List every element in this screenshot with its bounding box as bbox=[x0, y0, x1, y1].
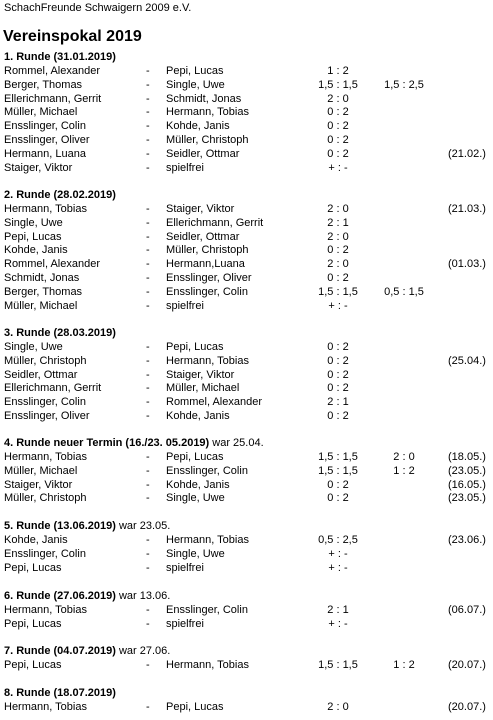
game-row bbox=[0, 231, 493, 245]
player-two: Staiger, Viktor bbox=[166, 203, 235, 215]
separator-dash: - bbox=[146, 451, 150, 463]
player-one: Ensslinger, Colin bbox=[4, 547, 86, 560]
player-one: Ellerichmann, Gerrit bbox=[4, 92, 102, 105]
round-heading-label: 1. Runde (31.01.2019) bbox=[4, 51, 116, 63]
separator-dash: - bbox=[146, 203, 150, 215]
round-note: war 25.04. bbox=[212, 437, 264, 449]
separator-dash: - bbox=[146, 120, 150, 133]
round-heading-label: 8. Runde (18.07.2019) bbox=[4, 687, 116, 699]
separator-dash: - bbox=[146, 547, 150, 560]
round-heading-label: 2. Runde (28.02.2019) bbox=[4, 189, 116, 201]
game-row bbox=[0, 451, 493, 465]
score: 2 : 1 bbox=[327, 604, 349, 616]
round-heading-label: 6. Runde (27.06.2019) bbox=[4, 590, 116, 602]
round-note: war 27.06. bbox=[118, 645, 171, 657]
player-one: Müller, Michael bbox=[4, 106, 78, 119]
player-one: Ensslinger, Colin bbox=[4, 396, 86, 409]
game-row bbox=[0, 534, 493, 548]
player-one: Müller, Christoph bbox=[4, 492, 87, 505]
player-two: Pepi, Lucas bbox=[166, 701, 224, 713]
player-two: Kohde, Janis bbox=[166, 478, 230, 491]
club-name: SchachFreunde Schwaigern 2009 e.V. bbox=[4, 2, 192, 14]
score: 1,5 : 1,5 bbox=[318, 451, 358, 463]
player-two: Single, Uwe bbox=[166, 78, 225, 91]
separator-dash: - bbox=[146, 244, 150, 257]
player-one: Hermann, Tobias bbox=[4, 604, 87, 616]
played-date: (01.03.) bbox=[448, 258, 486, 271]
separator-dash: - bbox=[146, 299, 150, 312]
score: 0 : 2 bbox=[327, 478, 349, 491]
round-heading bbox=[4, 520, 170, 533]
score: 1,5 : 1,5 bbox=[318, 285, 358, 298]
game-row bbox=[0, 479, 493, 493]
round-heading bbox=[4, 51, 116, 64]
game-row bbox=[0, 244, 493, 258]
player-two: Ellerichmann, Gerrit bbox=[166, 216, 264, 229]
played-date: (20.07.) bbox=[448, 701, 486, 713]
played-date: (06.07.) bbox=[448, 604, 486, 616]
separator-dash: - bbox=[146, 701, 150, 713]
score: 0 : 2 bbox=[327, 492, 349, 505]
game-row bbox=[0, 65, 493, 79]
score: 0 : 2 bbox=[327, 341, 349, 353]
separator-dash: - bbox=[146, 147, 150, 160]
separator-dash: - bbox=[146, 659, 150, 671]
round-note: war 23.05. bbox=[118, 520, 171, 532]
separator-dash: - bbox=[146, 492, 150, 505]
score: 1,5 : 1,5 bbox=[318, 78, 358, 91]
player-one: Müller, Michael bbox=[4, 464, 78, 477]
player-two: Ensslinger, Colin bbox=[166, 604, 248, 616]
round-heading-label: 5. Runde (13.06.2019) bbox=[4, 520, 116, 532]
played-date: (16.05.) bbox=[448, 478, 486, 491]
tiebreak-score: 1,5 : 2,5 bbox=[384, 78, 424, 91]
separator-dash: - bbox=[146, 617, 150, 630]
separator-dash: - bbox=[146, 410, 150, 422]
player-one: Hermann, Tobias bbox=[4, 451, 87, 463]
page-title: Vereinspokal 2019 bbox=[3, 28, 142, 45]
score: 0 : 2 bbox=[327, 134, 349, 146]
score: 0 : 2 bbox=[327, 368, 349, 381]
player-one: Hermann, Luana bbox=[4, 147, 86, 160]
played-date: (25.04.) bbox=[448, 354, 486, 367]
player-one: Ensslinger, Oliver bbox=[4, 134, 90, 146]
separator-dash: - bbox=[146, 134, 150, 146]
tiebreak-score: 1 : 2 bbox=[393, 659, 415, 671]
separator-dash: - bbox=[146, 65, 150, 77]
game-row bbox=[0, 148, 493, 162]
played-date: (21.02.) bbox=[448, 147, 486, 160]
player-two: Hermann, Tobias bbox=[166, 659, 249, 671]
separator-dash: - bbox=[146, 341, 150, 353]
separator-dash: - bbox=[146, 216, 150, 229]
score: 0 : 2 bbox=[327, 272, 349, 284]
separator-dash: - bbox=[146, 78, 150, 91]
score: 0 : 2 bbox=[327, 120, 349, 133]
game-row bbox=[0, 203, 493, 217]
score: 2 : 0 bbox=[327, 92, 349, 105]
player-two: Pepi, Lucas bbox=[166, 451, 224, 463]
round-heading-label: 3. Runde (28.03.2019) bbox=[4, 327, 116, 339]
score: 0 : 2 bbox=[327, 244, 349, 257]
played-date: (23.06.) bbox=[448, 534, 486, 546]
player-one: Ensslinger, Oliver bbox=[4, 410, 90, 422]
player-two: spielfrei bbox=[166, 617, 204, 630]
score: + : - bbox=[328, 161, 348, 174]
separator-dash: - bbox=[146, 92, 150, 105]
score: 0 : 2 bbox=[327, 354, 349, 367]
played-date: (23.05.) bbox=[448, 464, 486, 477]
score: 2 : 0 bbox=[327, 258, 349, 271]
round-heading bbox=[4, 687, 116, 700]
game-row bbox=[0, 217, 493, 231]
played-date: (23.05.) bbox=[448, 492, 486, 505]
player-one: Ensslinger, Colin bbox=[4, 120, 86, 133]
score: 0 : 2 bbox=[327, 410, 349, 422]
player-two: Ensslinger, Colin bbox=[166, 285, 248, 298]
player-one: Hermann, Tobias bbox=[4, 203, 87, 215]
player-one: Ellerichmann, Gerrit bbox=[4, 382, 102, 395]
score: 0,5 : 2,5 bbox=[318, 534, 358, 546]
score: + : - bbox=[328, 299, 348, 312]
score: 0 : 2 bbox=[327, 147, 349, 160]
player-two: Ensslinger, Colin bbox=[166, 464, 248, 477]
game-row bbox=[0, 659, 493, 673]
player-one: Berger, Thomas bbox=[4, 285, 83, 298]
game-row bbox=[0, 134, 493, 148]
separator-dash: - bbox=[146, 272, 150, 284]
player-two: Schmidt, Jonas bbox=[166, 92, 242, 105]
player-two: Kohde, Janis bbox=[166, 120, 230, 133]
player-two: Single, Uwe bbox=[166, 547, 225, 560]
score: 2 : 1 bbox=[327, 396, 349, 409]
game-row bbox=[0, 355, 493, 369]
separator-dash: - bbox=[146, 604, 150, 616]
separator-dash: - bbox=[146, 106, 150, 119]
game-row bbox=[0, 286, 493, 300]
player-two: Single, Uwe bbox=[166, 492, 225, 505]
game-row bbox=[0, 410, 493, 424]
player-one: Rommel, Alexander bbox=[4, 258, 100, 271]
game-row bbox=[0, 106, 493, 120]
separator-dash: - bbox=[146, 382, 150, 395]
separator-dash: - bbox=[146, 534, 150, 546]
separator-dash: - bbox=[146, 161, 150, 174]
game-row bbox=[0, 396, 493, 410]
player-one: Seidler, Ottmar bbox=[4, 368, 78, 381]
score: + : - bbox=[328, 617, 348, 630]
separator-dash: - bbox=[146, 258, 150, 271]
round-heading-label: 7. Runde (04.07.2019) bbox=[4, 645, 116, 657]
player-two: Seidler, Ottmar bbox=[166, 230, 240, 243]
round-heading bbox=[4, 645, 170, 658]
score: + : - bbox=[328, 547, 348, 560]
game-row bbox=[0, 341, 493, 355]
player-one: Single, Uwe bbox=[4, 341, 63, 353]
score: + : - bbox=[328, 561, 348, 574]
tiebreak-score: 2 : 0 bbox=[393, 451, 415, 463]
round-heading bbox=[4, 437, 264, 450]
separator-dash: - bbox=[146, 285, 150, 298]
player-two: Hermann, Tobias bbox=[166, 354, 249, 367]
player-two: Seidler, Ottmar bbox=[166, 147, 240, 160]
score: 2 : 1 bbox=[327, 216, 349, 229]
game-row bbox=[0, 258, 493, 272]
player-one: Kohde, Janis bbox=[4, 244, 68, 257]
player-two: Staiger, Viktor bbox=[166, 368, 235, 381]
player-two: Hermann, Tobias bbox=[166, 534, 249, 546]
player-one: Berger, Thomas bbox=[4, 78, 83, 91]
score: 0 : 2 bbox=[327, 382, 349, 395]
player-two: spielfrei bbox=[166, 299, 204, 312]
game-row bbox=[0, 369, 493, 383]
score: 2 : 0 bbox=[327, 203, 349, 215]
separator-dash: - bbox=[146, 464, 150, 477]
score: 1 : 2 bbox=[327, 65, 349, 77]
player-one: Pepi, Lucas bbox=[4, 561, 62, 574]
played-date: (20.07.) bbox=[448, 659, 486, 671]
game-row bbox=[0, 562, 493, 576]
player-one: Pepi, Lucas bbox=[4, 617, 62, 630]
player-two: spielfrei bbox=[166, 561, 204, 574]
tiebreak-score: 1 : 2 bbox=[393, 464, 415, 477]
player-one: Pepi, Lucas bbox=[4, 230, 62, 243]
played-date: (21.03.) bbox=[448, 203, 486, 215]
game-row bbox=[0, 465, 493, 479]
game-row bbox=[0, 548, 493, 562]
score: 2 : 0 bbox=[327, 701, 349, 713]
player-one: Kohde, Janis bbox=[4, 534, 68, 546]
player-two: Kohde, Janis bbox=[166, 410, 230, 422]
separator-dash: - bbox=[146, 561, 150, 574]
player-two: Müller, Christoph bbox=[166, 134, 249, 146]
game-row bbox=[0, 272, 493, 286]
game-row bbox=[0, 162, 493, 176]
game-row bbox=[0, 701, 493, 715]
round-heading-label: 4. Runde neuer Termin (16./23. 05.2019) bbox=[4, 437, 210, 449]
round-heading bbox=[4, 189, 116, 202]
player-one: Schmidt, Jonas bbox=[4, 272, 80, 284]
player-one: Staiger, Viktor bbox=[4, 161, 73, 174]
player-one: Rommel, Alexander bbox=[4, 65, 100, 77]
player-one: Single, Uwe bbox=[4, 216, 63, 229]
player-two: Rommel, Alexander bbox=[166, 396, 262, 409]
player-two: Pepi, Lucas bbox=[166, 341, 224, 353]
game-row bbox=[0, 618, 493, 632]
player-two: Hermann, Tobias bbox=[166, 106, 249, 119]
player-one: Pepi, Lucas bbox=[4, 659, 62, 671]
game-row bbox=[0, 93, 493, 107]
played-date: (18.05.) bbox=[448, 451, 486, 463]
score: 1,5 : 1,5 bbox=[318, 464, 358, 477]
game-row bbox=[0, 382, 493, 396]
score: 2 : 0 bbox=[327, 230, 349, 243]
player-one: Müller, Christoph bbox=[4, 354, 87, 367]
separator-dash: - bbox=[146, 230, 150, 243]
player-two: Ensslinger, Oliver bbox=[166, 272, 252, 284]
separator-dash: - bbox=[146, 354, 150, 367]
round-note: war 13.06. bbox=[118, 590, 171, 602]
player-two: Müller, Michael bbox=[166, 382, 240, 395]
separator-dash: - bbox=[146, 396, 150, 409]
player-two: Pepi, Lucas bbox=[166, 65, 224, 77]
round-heading bbox=[4, 590, 170, 603]
player-one: Staiger, Viktor bbox=[4, 478, 73, 491]
player-two: Hermann,Luana bbox=[166, 258, 245, 271]
game-row bbox=[0, 492, 493, 506]
game-row bbox=[0, 120, 493, 134]
player-two: Müller, Christoph bbox=[166, 244, 249, 257]
separator-dash: - bbox=[146, 368, 150, 381]
game-row bbox=[0, 79, 493, 93]
separator-dash: - bbox=[146, 478, 150, 491]
game-row bbox=[0, 604, 493, 618]
tiebreak-score: 0,5 : 1,5 bbox=[384, 285, 424, 298]
game-row bbox=[0, 300, 493, 314]
score: 0 : 2 bbox=[327, 106, 349, 119]
player-two: spielfrei bbox=[166, 161, 204, 174]
player-one: Hermann, Tobias bbox=[4, 701, 87, 713]
round-heading bbox=[4, 327, 116, 340]
score: 1,5 : 1,5 bbox=[318, 659, 358, 671]
player-one: Müller, Michael bbox=[4, 299, 78, 312]
